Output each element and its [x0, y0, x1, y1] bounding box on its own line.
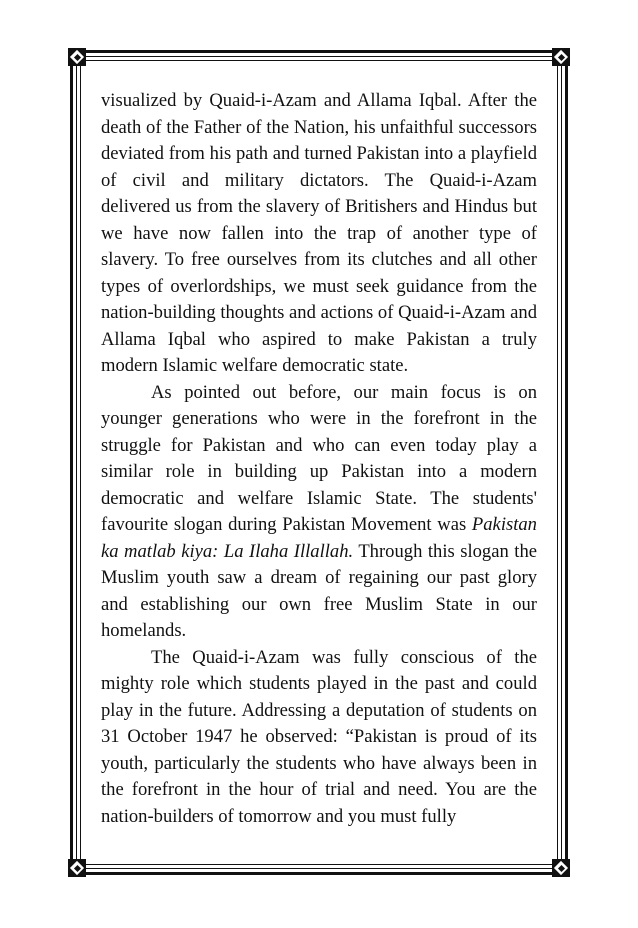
paragraph-2-text-after: Through this slogan the Muslim youth saw a dream of regaining our past glory and establishing our own free Muslim State in our homelands.	[101, 540, 537, 641]
slogan-text: Pakistan ka matlab kiya: La Ilaha Illallah.	[101, 514, 537, 562]
corner-ornament-bottom-right	[552, 859, 570, 877]
corner-ornament-bottom-left	[68, 859, 86, 877]
corner-ornament-top-right	[552, 48, 570, 66]
paragraph-1: visualized by Quaid-i-Azam and Allama Iqbal. After the death of the Father of the Nation, his unfaithful successors deviated from his path and turned Pakistan into a playfield of civil and military dictators. The Quaid-i-Azam delivered us from the slavery of Britishers and Hindus but we have now fallen into the trap of another type of slavery. To free ourselves from its clutches and all other types of overlordships, we must seek guidance from the nation-building thoughts and actions of Quaid-i-Azam and Allama Iqbal who aspired to make Pakistan a truly modern Islamic welfare democratic state.	[101, 90, 537, 376]
paragraph-2-text-before: As pointed out before, our main focus is on younger generations who were in the forefront in the struggle for Pakistan and who can even today play a similar role in building up Pakistan into a modern democratic and welfare Islamic State. The students' favourite slogan during Pakistan Movement was	[101, 381, 537, 535]
paragraph-2	[101, 380, 537, 645]
corner-ornament-top-left	[68, 48, 86, 66]
paragraph-3: The Quaid-i-Azam was fully conscious of the mighty role which students played in the past and could play in the future. Addressing a deputation of students on 31 October 1947 he observed: “Pakistan is proud of its youth, particularly the students who have always been in the forefront in the hour of trial and need. You are the nation-builders of tomorrow and you must fully	[101, 646, 537, 827]
page-body-text	[101, 88, 537, 830]
